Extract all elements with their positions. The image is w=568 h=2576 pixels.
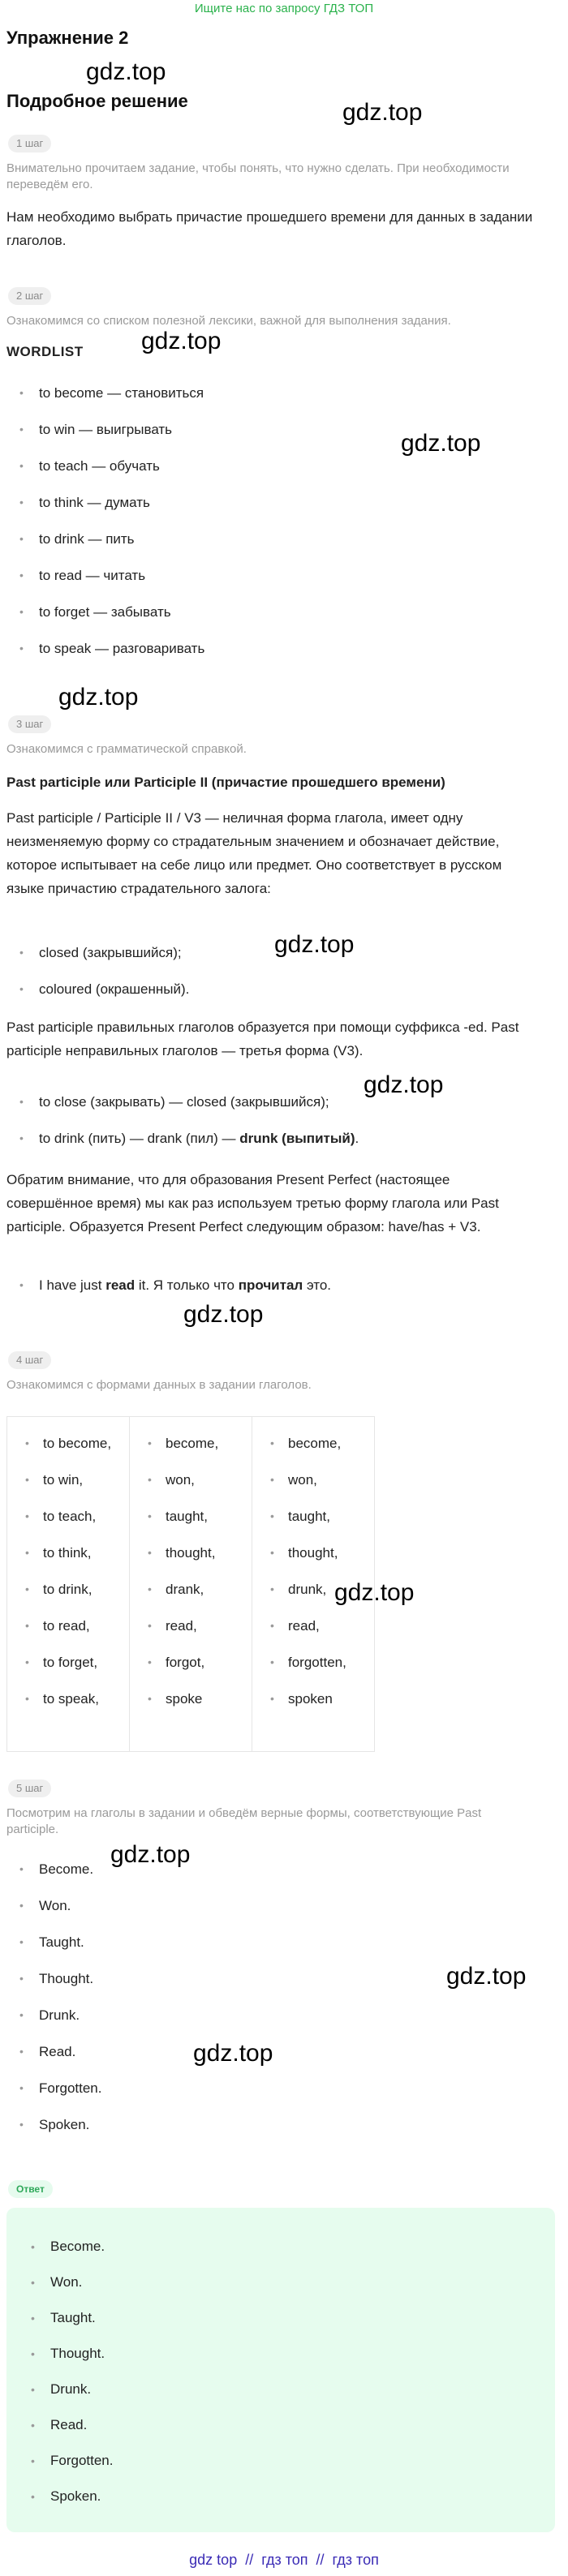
examples-list-3 [18,1267,331,1303]
list-item [18,1267,331,1303]
step-3-hint: Ознакомимся с грамматической справкой. [6,742,247,756]
list-item: • Read. [29,2407,114,2443]
watermark: gdz.top [446,1963,527,1990]
example-text: . [355,1131,359,1146]
list-item: • Won. [18,1887,102,1924]
table-cell: • won, [130,1462,252,1498]
list-item: • Become. [29,2229,114,2265]
step-2-hint: Ознакомимся со списком полезной лексики, важной для выполнения задания. [6,314,451,328]
answer-list [29,2229,114,2514]
grammar-paragraph-1: Past participle / Participle II / V3 — неличная форма глагола, имеет одну неизменяемую форму со страдательным значением и обозначает действие, которое испытывает на себе лицо или предмет. Оно соответствует в русском языке причастию страдательного залога: [6,810,502,896]
list-item: • Forgotten. [29,2443,114,2479]
wordlist [18,375,204,667]
table-cell: • thought, [252,1535,374,1571]
table-cell: • forgot, [130,1644,252,1681]
list-item: • Thought. [18,1960,102,1997]
list-item: • Thought. [29,2336,114,2372]
watermark: gdz.top [141,328,222,354]
list-item: • to close (закрывать) — closed (закрывшийся); [18,1084,359,1120]
participle-list [18,1851,102,2143]
table-cell: • to drink, [7,1571,129,1608]
wordlist-title: WORDLIST [6,344,84,359]
list-item [18,1120,359,1157]
list-item: • coloured (окрашенный). [18,971,189,1007]
table-cell: • become, [130,1425,252,1462]
watermark: gdz.top [58,684,139,711]
watermark: gdz.top [274,931,355,958]
table-cell: • to think, [7,1535,129,1571]
page-title: Упражнение 2 [6,28,129,48]
list-item: • to teach — обучать [18,448,204,484]
verb-forms-table [6,1416,375,1752]
table-cell: • become, [252,1425,374,1462]
list-item: • Spoken. [29,2479,114,2514]
watermark: gdz.top [364,1071,444,1098]
table-cell: • to win, [7,1462,129,1498]
list-item: • Taught. [29,2300,114,2336]
footer-links[interactable]: gdz top // гдз топ // гдз топ [189,2552,379,2568]
step-5-hint: Посмотрим на глаголы в задании и обведём верные формы, соответствующие Past participle. [6,1806,482,1836]
table-cell: • drank, [130,1571,252,1608]
list-item: • Taught. [18,1924,102,1960]
step-4-badge: 4 шаг [8,1351,51,1369]
example-text: это. [303,1277,332,1293]
table-cell: • taught, [130,1498,252,1535]
examples-list-2 [18,1084,359,1157]
table-cell: • read, [130,1608,252,1644]
table-cell: • read, [252,1608,374,1644]
top-banner[interactable]: Ищите нас по запросу ГДЗ ТОП [194,2,374,15]
list-item: • to read — читать [18,557,204,594]
table-cell: • forgotten, [252,1644,374,1681]
table-cell: • to forget, [7,1644,129,1681]
step-2-badge: 2 шаг [8,287,51,305]
example-text: it. Я только что [135,1277,239,1293]
table-cell: • spoke [130,1681,252,1717]
past-participle-column [252,1417,374,1751]
grammar-heading: Past participle или Participle II (причастие прошедшего времени) [6,775,445,790]
list-item: • to drink — пить [18,521,204,557]
infinitive-column [7,1417,130,1751]
example-emphasis: read [105,1277,136,1293]
list-item: • Won. [29,2265,114,2300]
step-5-badge: 5 шаг [8,1780,51,1797]
table-cell: • won, [252,1462,374,1498]
step-1-hint: Внимательно прочитаем задание, чтобы понять, что нужно сделать. При необходимости переведём его. [6,161,510,191]
table-cell: • drunk, [252,1571,374,1608]
list-item: • to forget — забывать [18,594,204,630]
answer-badge: Ответ [8,2180,53,2198]
watermark: gdz.top [110,1841,191,1868]
table-cell: • to teach, [7,1498,129,1535]
watermark: gdz.top [342,99,423,126]
example-emphasis: drunk (выпитый) [239,1131,355,1146]
table-cell: • to read, [7,1608,129,1644]
list-item: • to win — выигрывать [18,411,204,448]
watermark: gdz.top [193,2040,273,2067]
list-item: • to think — думать [18,484,204,521]
list-item: • closed (закрывшийся); [18,934,189,971]
list-item: • Drunk. [29,2372,114,2407]
examples-list-1 [18,934,189,1007]
step-3-badge: 3 шаг [8,715,51,733]
step-1-badge: 1 шаг [8,135,51,152]
table-cell: • thought, [130,1535,252,1571]
example-emphasis: прочитал [238,1277,303,1293]
example-text: to drink (пить) — drank (пил) — [39,1131,240,1146]
list-item: • Forgotten. [18,2070,102,2106]
grammar-paragraph-2: Past participle правильных глаголов образуется при помощи суффикса -ed. Past participle неправильных глаголов — третья форма (V3). [6,1020,519,1058]
watermark: gdz.top [334,1579,415,1606]
watermark: gdz.top [86,58,166,85]
list-item: • Drunk. [18,1997,102,2033]
table-cell: • spoken [252,1681,374,1717]
solution-heading: Подробное решение [6,91,188,111]
table-cell: • to speak, [7,1681,129,1717]
watermark: gdz.top [183,1301,264,1328]
example-text: I have just [39,1277,106,1293]
table-cell: • to become, [7,1425,129,1462]
table-cell: • taught, [252,1498,374,1535]
list-item: • Become. [18,1851,102,1887]
list-item: • Spoken. [18,2106,102,2143]
watermark: gdz.top [401,430,481,457]
grammar-paragraph-3: Обратим внимание, что для образования Present Perfect (настоящее совершённое время) мы как раз используем третью форму глагола или Past participle. Образуется Present Perfect следующим образом: have/has + V3. [6,1172,499,1234]
list-item: • to become — становиться [18,375,204,411]
step-1-text: Нам необходимо выбрать причастие прошедшего времени для данных в задании глаголов. [6,209,533,248]
list-item: • to speak — разговаривать [18,630,204,667]
step-4-hint: Ознакомимся с формами данных в задании глаголов. [6,1378,312,1392]
past-simple-column [130,1417,252,1751]
answer-box [6,2208,555,2532]
list-item: • Read. [18,2033,102,2070]
